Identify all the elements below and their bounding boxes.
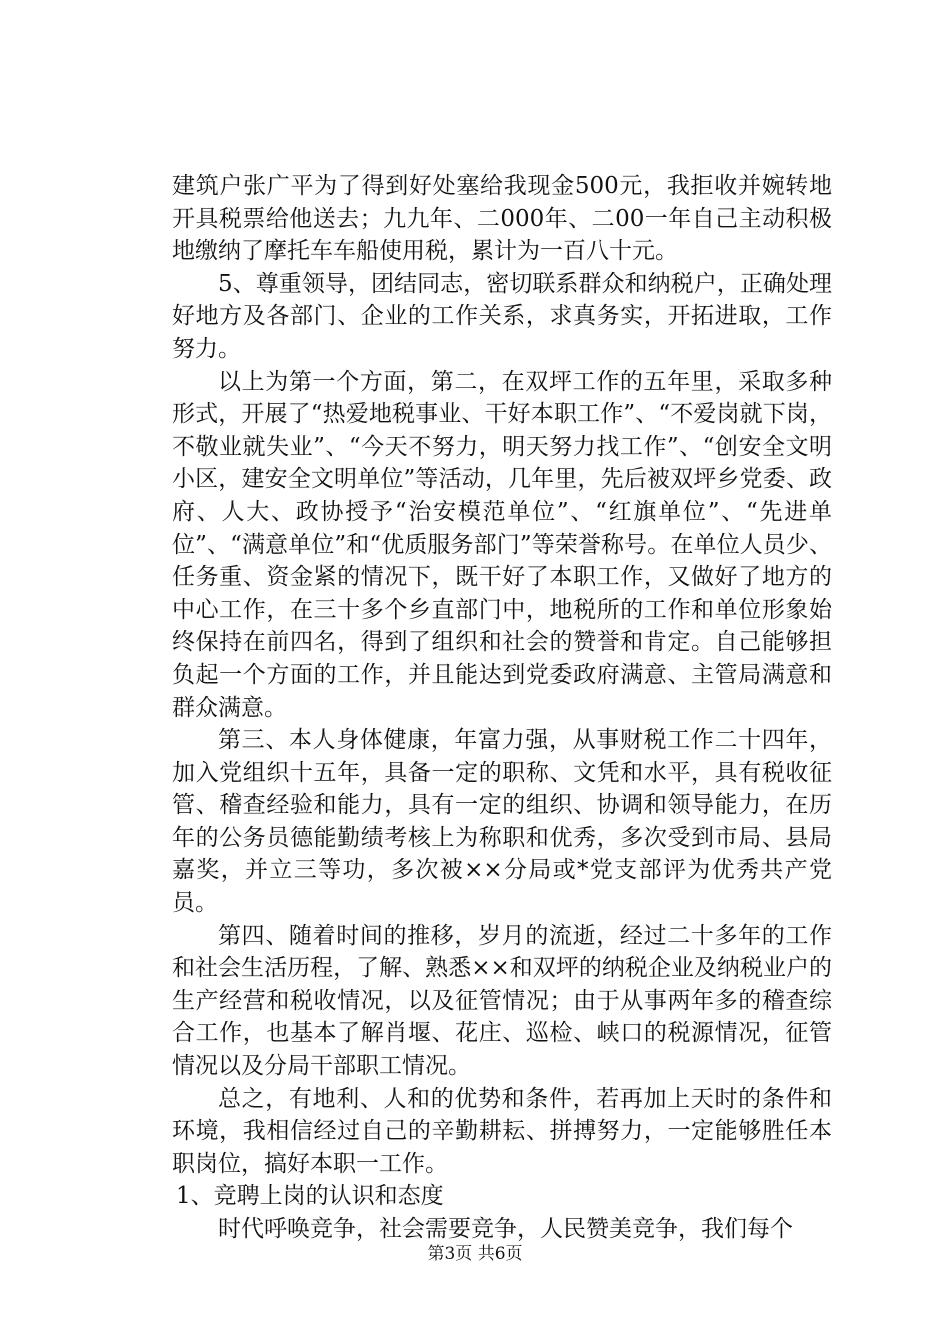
section-heading: 1、竞聘上岗的认识和态度 (176, 1183, 444, 1210)
paragraph-continuation: 建筑户张广平为了得到好处塞给我现金500元，我拒收并婉转地开具税票给他送去；九九年、二000年、二00一年自己主动积极地缴纳了摩托车车船使用税，累计为一百八十元。 (172, 173, 832, 265)
paragraph-summary: 总之，有地利、人和的优势和条件，若再加上天时的条件和环境，我相信经过自己的辛勤耕耘、拼搏努力，一定能够胜任本职岗位，搞好本职一工作。 (172, 1085, 832, 1177)
paragraph-fourth-aspect: 第四、随着时间的推移，岁月的流逝，经过二十多年的工作和社会生活历程，了解、熟悉××和双坪的纳税企业及纳税业户的生产经营和税收情况，以及征管情况；由于从事两年多的稽查综合工作，也基本了解肖堰、花庄、巡检、峡口的税源情况，征管情况以及分局干部职工情况。 (172, 922, 832, 1080)
page-number-footer: 第3页 共6页 (427, 1244, 523, 1264)
paragraph-item-5: 5、尊重领导，团结同志，密切联系群众和纳税户，正确处理好地方及各部门、企业的工作关系，求真务实，开拓进取，工作努力。 (172, 270, 832, 362)
document-body (172, 170, 832, 1246)
paragraph-third-aspect: 第三、本人身体健康，年富力强，从事财税工作二十四年，加入党组织十五年，具备一定的职称、文凭和水平，具有税收征管、稽查经验和能力，具有一定的组织、协调和领导能力，在历年的公务员德能勤绩考核上为称职和优秀，多次受到市局、县局嘉奖，并立三等功，多次被××分局或*党支部评为优秀共产党员。 (172, 727, 832, 917)
paragraph-last-line: 时代呼唤竞争，社会需要竞争，人民赞美竞争，我们每个 (218, 1216, 793, 1242)
paragraph-second-aspect: 以上为第一个方面，第二，在双坪工作的五年里，采取多种形式，开展了“热爱地税事业、干好本职工作”、“不爱岗就下岗，不敬业就失业”、“今天不努力，明天努力找工作”、“创安全文明小区，建安全文明单位”等活动，几年里，先后被双坪乡党委、政府、人大、政协授予“治安模范单位”、“红旗单位”、“先进单位”、“满意单位”和“优质服务部门”等荣誉称号。在单位人员少、任务重、资金紧的情况下，既干好了本职工作，又做好了地方的中心工作，在三十多个乡直部门中，地税所的工作和单位形象始终保持在前四名，得到了组织和社会的赞誉和肯定。自己能够担负起一个方面的工作，并且能达到党委政府满意、主管局满意和群众满意。 (172, 368, 832, 721)
